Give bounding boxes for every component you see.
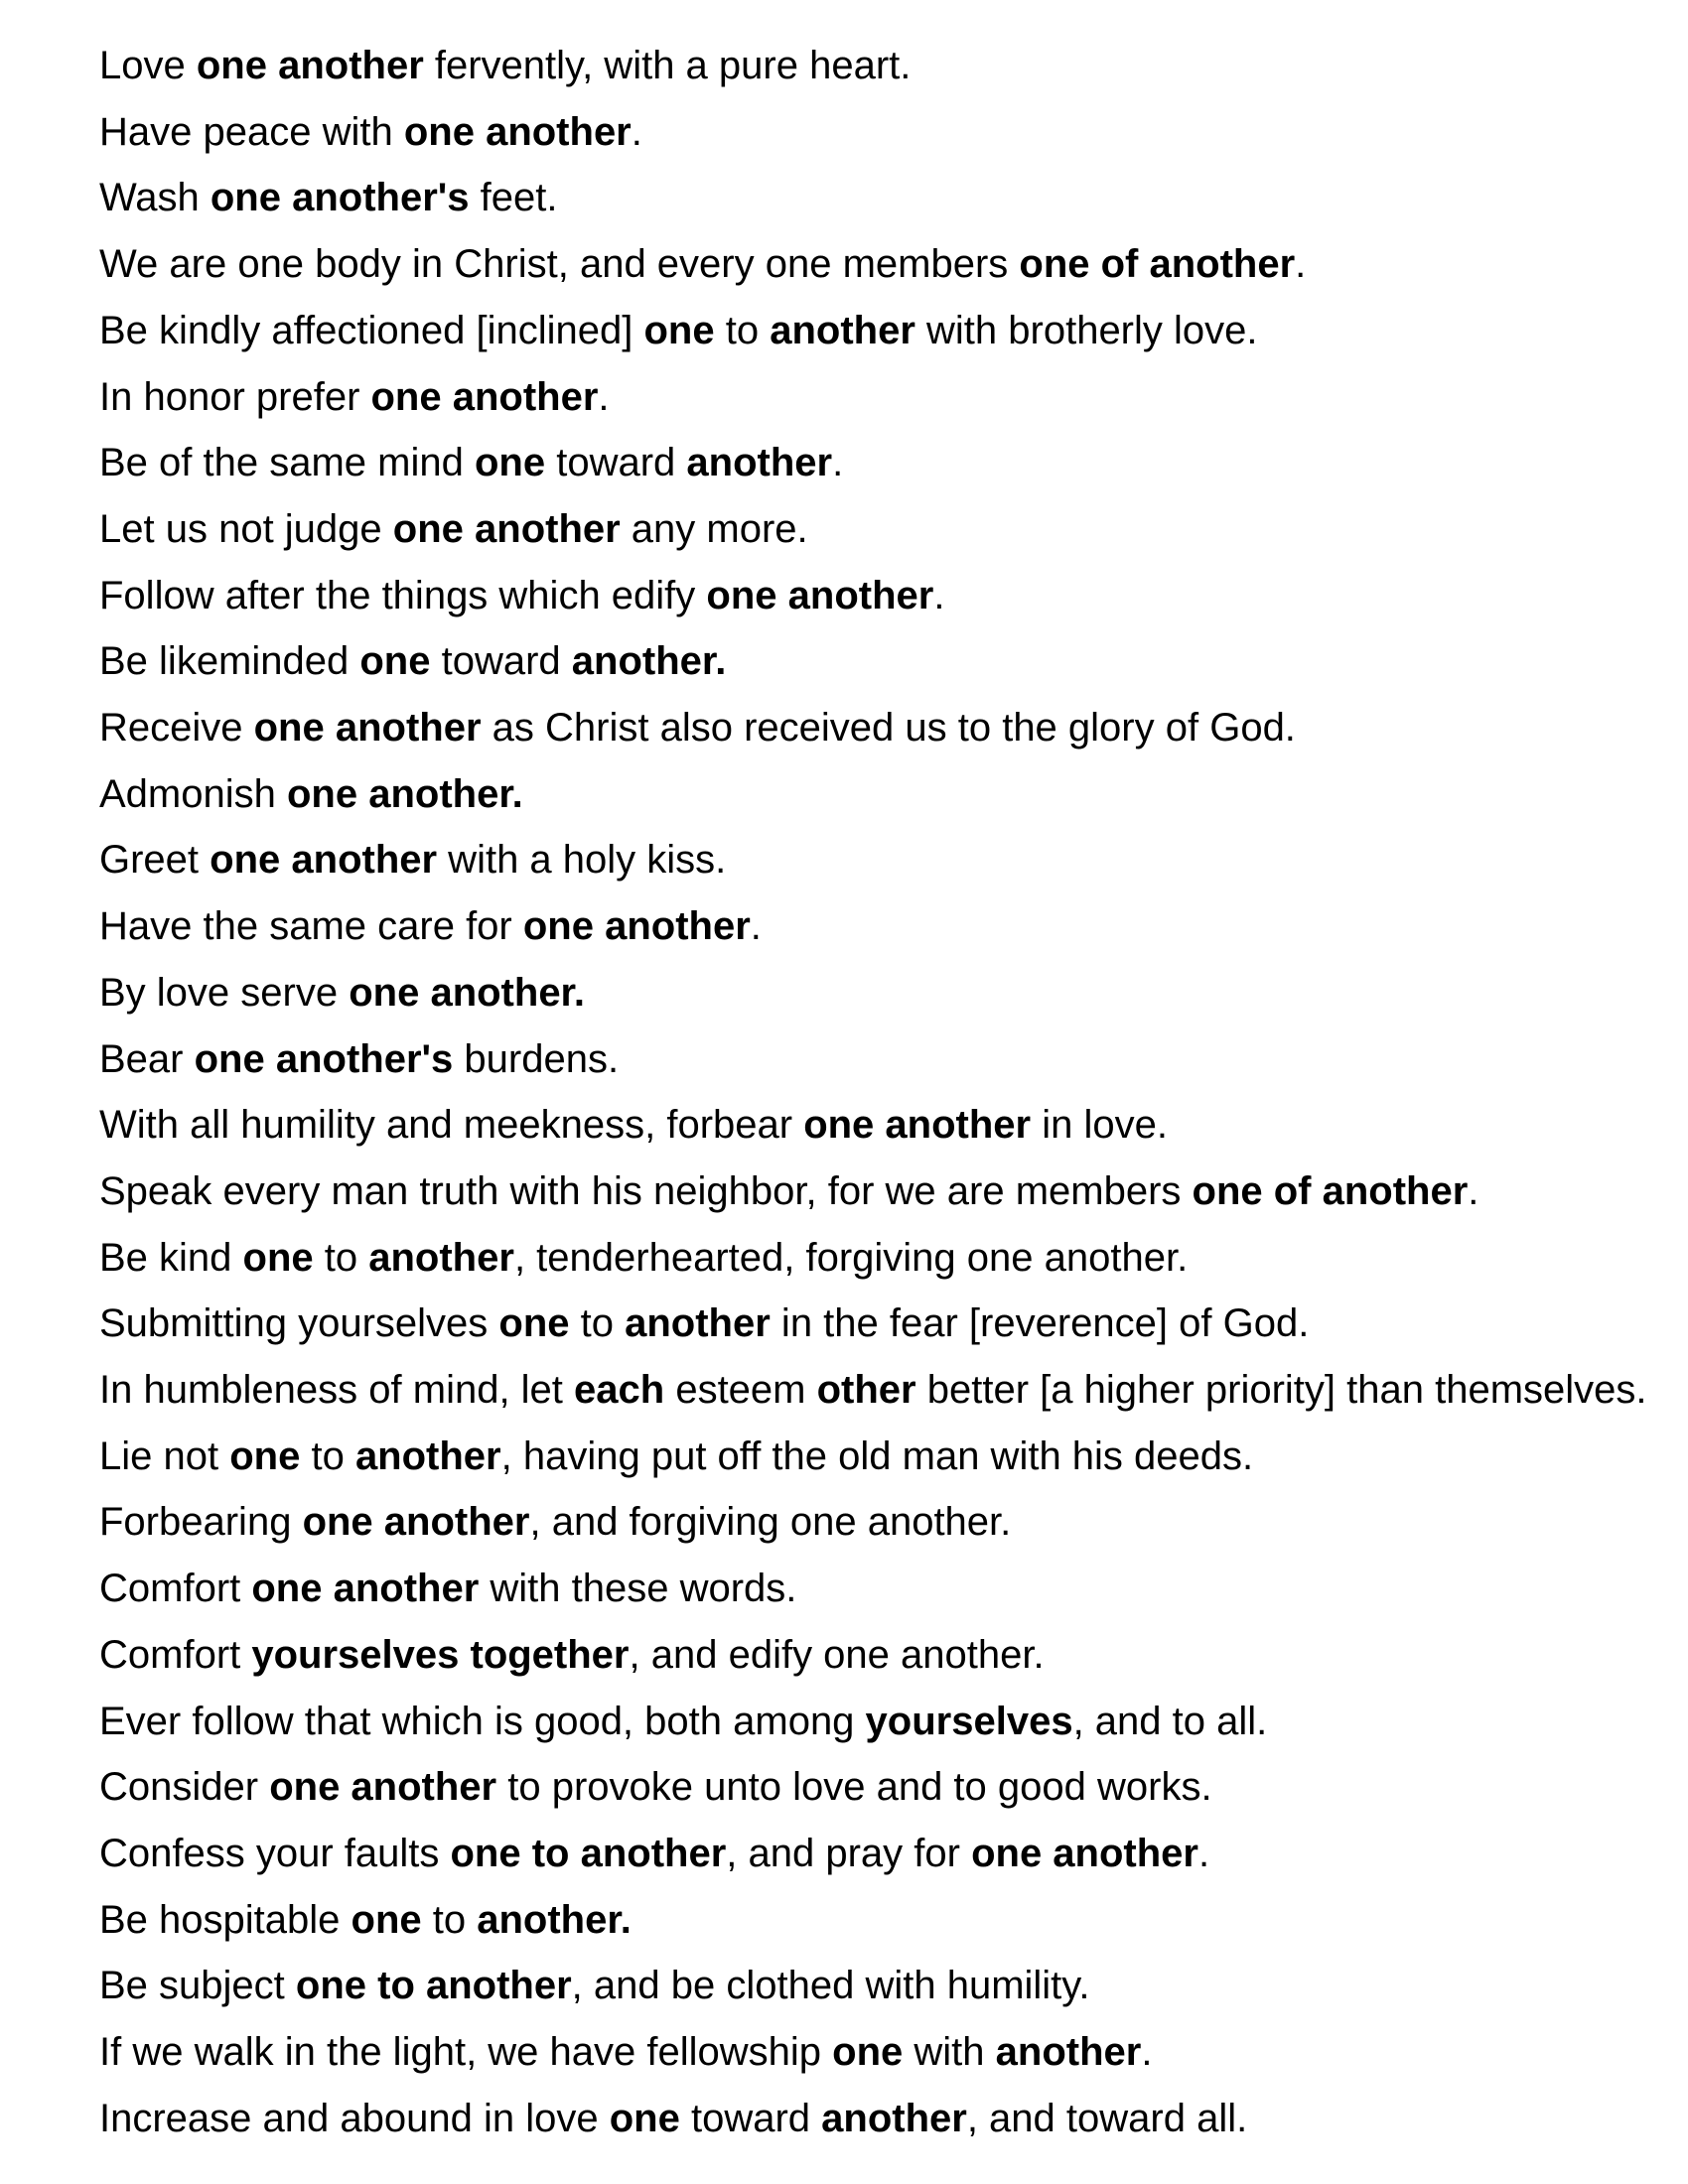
verse-bold-phrase: another — [995, 2030, 1142, 2075]
verse-line — [99, 1953, 1648, 2019]
verse-text-segment: , having put off the old man with his deeds. — [500, 1433, 1254, 1478]
verse-text-segment: in love. — [1031, 1103, 1168, 1148]
verse-bold-phrase: one — [498, 1301, 570, 1346]
verse-bold-phrase: one another's — [210, 176, 470, 220]
verse-bold-phrase: another — [354, 1433, 501, 1478]
verse-bold-phrase: one to another — [295, 1964, 572, 2008]
verse-text-segment: Consider — [99, 1765, 270, 1810]
verse-bold-phrase: another — [686, 441, 833, 485]
verse-text-segment: , tenderhearted, forgiving one another. — [513, 1235, 1189, 1280]
verse-bold-phrase: another — [770, 308, 915, 352]
verse-text-segment: as Christ also received us to the glory of God. — [481, 706, 1296, 751]
verse-text-segment: , and forgiving one another. — [529, 1500, 1012, 1545]
verse-text-segment: Forbearing — [99, 1500, 303, 1545]
verse-line — [99, 1821, 1648, 1887]
verse-text-segment: Be kind — [99, 1235, 243, 1280]
verse-text-segment: in the fear [reverence] of God. — [770, 1301, 1310, 1346]
verse-text-segment: to — [714, 308, 771, 352]
verse-line — [99, 298, 1648, 364]
verse-text-segment: Follow after the things which edify — [99, 573, 707, 617]
verse-text-segment: . — [1468, 1168, 1479, 1213]
verse-bold-phrase: one — [609, 2096, 680, 2140]
verse-line — [99, 1026, 1648, 1093]
verse-line — [99, 33, 1648, 99]
verse-line — [99, 1887, 1648, 1954]
verse-text-segment: . — [1141, 2030, 1153, 2075]
verse-line — [99, 99, 1648, 166]
verse-text-segment: Let us not judge — [99, 506, 393, 551]
verse-bold-phrase: one — [474, 441, 546, 485]
verse-bold-phrase: one of another — [1192, 1168, 1469, 1213]
verse-bold-phrase: one another — [522, 904, 751, 949]
verse-text-segment: Comfort — [99, 1632, 252, 1677]
verse-text-segment: to — [313, 1235, 369, 1280]
verse-bold-phrase: another. — [477, 1897, 632, 1942]
verse-line — [99, 1556, 1648, 1622]
verse-bold-phrase: one another — [196, 44, 424, 87]
verse-text-segment: Have peace with — [99, 109, 404, 154]
verse-bold-phrase: one — [359, 639, 431, 684]
verse-text-segment: fervently, with a pure heart. — [423, 44, 912, 87]
verse-bold-phrase: one another. — [286, 771, 523, 816]
verse-line — [99, 165, 1648, 231]
verse-text-segment: Ever follow that which is good, both among — [99, 1699, 866, 1743]
verse-line — [99, 960, 1648, 1026]
verse-text-segment: Wash — [99, 176, 211, 220]
verse-line — [99, 1689, 1648, 1755]
verse-line — [99, 231, 1648, 298]
verse-text-segment: Be kindly affectioned [inclined] — [99, 308, 644, 352]
verse-text-segment: . — [933, 573, 945, 617]
verse-line — [99, 2086, 1648, 2152]
verse-text-segment: with brotherly love. — [914, 308, 1258, 352]
verse-line — [99, 496, 1648, 563]
verse-bold-phrase: one another — [253, 706, 482, 751]
verse-text-segment: Confess your faults — [99, 1831, 451, 1875]
verse-text-segment: Admonish — [99, 771, 287, 816]
verse-text-segment: with a holy kiss. — [437, 838, 727, 883]
verse-bold-phrase: one — [643, 308, 715, 352]
verse-line — [99, 1225, 1648, 1292]
verse-line — [99, 1159, 1648, 1225]
verse-text-segment: toward — [679, 2096, 822, 2140]
verse-bold-phrase: each — [574, 1368, 665, 1413]
verse-text-segment: to — [300, 1433, 355, 1478]
verse-bold-phrase: one another — [392, 506, 621, 551]
verse-text-segment: Comfort — [99, 1567, 252, 1611]
verse-text-segment: , and edify one another. — [629, 1632, 1045, 1677]
verse-text-segment: Be subject — [99, 1964, 296, 2008]
verse-line — [99, 1754, 1648, 1821]
verse-bold-phrase: one — [242, 1235, 314, 1280]
verse-line — [99, 1357, 1648, 1424]
verse-line — [99, 827, 1648, 893]
verse-line — [99, 364, 1648, 431]
verse-bold-phrase: another — [821, 2096, 967, 2140]
verse-text-segment: If we walk in the light, we have fellowship — [99, 2030, 833, 2075]
verse-text-segment: . — [1295, 242, 1307, 287]
verse-bold-phrase: one another — [370, 374, 599, 419]
verse-text-segment: Increase and abound in love — [99, 2096, 610, 2140]
verse-text-segment: Be hospitable — [99, 1897, 352, 1942]
verse-bold-phrase: one — [229, 1433, 301, 1478]
verse-text-segment: . — [1197, 1831, 1210, 1875]
verse-line — [99, 1291, 1648, 1357]
verse-text-segment: toward — [545, 441, 687, 485]
verse-bold-phrase: one another — [269, 1765, 497, 1810]
verse-text-segment: Receive — [99, 706, 254, 751]
verse-text-segment: toward — [430, 639, 572, 684]
verse-text-segment: better [a higher priority] than themselves. — [915, 1368, 1647, 1413]
verse-text-segment: We are one body in Christ, and every one members — [99, 242, 1020, 287]
verse-text-segment: to provoke unto love and to good works. — [496, 1765, 1212, 1810]
verse-text-segment: any more. — [620, 506, 808, 551]
verse-text-segment: to — [421, 1897, 478, 1942]
verse-line — [99, 1092, 1648, 1159]
verse-text-segment: With all humility and meekness, forbear — [99, 1103, 804, 1148]
verse-line — [99, 761, 1648, 828]
verse-text-segment: Bear — [99, 1036, 195, 1081]
verse-text-segment: . — [750, 904, 762, 949]
verse-bold-phrase: another — [368, 1235, 514, 1280]
verse-text-segment: . — [832, 441, 844, 485]
verse-line — [99, 2019, 1648, 2086]
verse-bold-phrase: one another's — [194, 1036, 454, 1081]
verse-bold-phrase: another. — [571, 639, 727, 684]
verse-text-segment: Lie not — [99, 1433, 230, 1478]
verse-line — [99, 695, 1648, 761]
verse-bold-phrase: one another. — [349, 970, 586, 1015]
verse-line — [99, 1489, 1648, 1556]
verse-bold-phrase: yourselves together — [251, 1632, 630, 1677]
verse-text-segment: Love — [99, 44, 197, 87]
verse-text-segment: esteem — [664, 1368, 817, 1413]
verse-bold-phrase: one another — [302, 1500, 530, 1545]
verse-text-segment: , and to all. — [1072, 1699, 1268, 1743]
verse-line — [99, 430, 1648, 496]
verse-line — [99, 563, 1648, 629]
verse-bold-phrase: one another — [251, 1567, 480, 1611]
verse-text-segment: with — [903, 2030, 996, 2075]
verse-text-segment: . — [631, 109, 642, 154]
verse-line — [99, 1622, 1648, 1689]
verse-bold-phrase: one another — [706, 573, 934, 617]
verse-line — [99, 893, 1648, 960]
verse-bold-phrase: one of another — [1019, 242, 1296, 287]
verse-bold-phrase: other — [816, 1368, 916, 1413]
verse-text-segment: Submitting yourselves — [99, 1301, 499, 1346]
verse-bold-phrase: one — [832, 2030, 904, 2075]
verse-bold-phrase: yourselves — [865, 1699, 1073, 1743]
verse-bold-phrase: one another — [803, 1103, 1032, 1148]
verse-bold-phrase: one another — [403, 109, 632, 154]
verse-bold-phrase: one to another — [450, 1831, 727, 1875]
verse-text-segment: In honor prefer — [99, 374, 371, 419]
verse-bold-phrase: one another — [971, 1831, 1198, 1875]
verse-text-segment: Be of the same mind — [99, 441, 475, 485]
verse-text-segment: In humbleness of mind, let — [99, 1368, 575, 1413]
verse-line — [99, 1424, 1648, 1490]
verse-bold-phrase: another — [625, 1301, 771, 1346]
verse-line — [99, 628, 1648, 695]
verse-text-segment: By love serve — [99, 970, 350, 1015]
verse-text-segment: , and toward all. — [966, 2096, 1248, 2140]
verse-bold-phrase: one — [351, 1897, 422, 1942]
verse-bold-phrase: one another — [210, 838, 438, 883]
verse-text-segment: , and be clothed with humility. — [571, 1964, 1090, 2008]
verse-text-segment: with these words. — [479, 1567, 797, 1611]
verse-text-segment: , and pray for — [726, 1831, 972, 1875]
verse-text-segment: feet. — [469, 176, 558, 220]
verse-text-segment: Speak every man truth with his neighbor, for we are members — [99, 1168, 1193, 1213]
verse-text-segment: Greet — [99, 838, 211, 883]
verse-text-segment: . — [598, 374, 610, 419]
verse-text-segment: Have the same care for — [99, 904, 523, 949]
verse-text-segment: burdens. — [453, 1036, 620, 1081]
verse-text-segment: Be likeminded — [99, 639, 360, 684]
verse-text-segment: to — [569, 1301, 626, 1346]
